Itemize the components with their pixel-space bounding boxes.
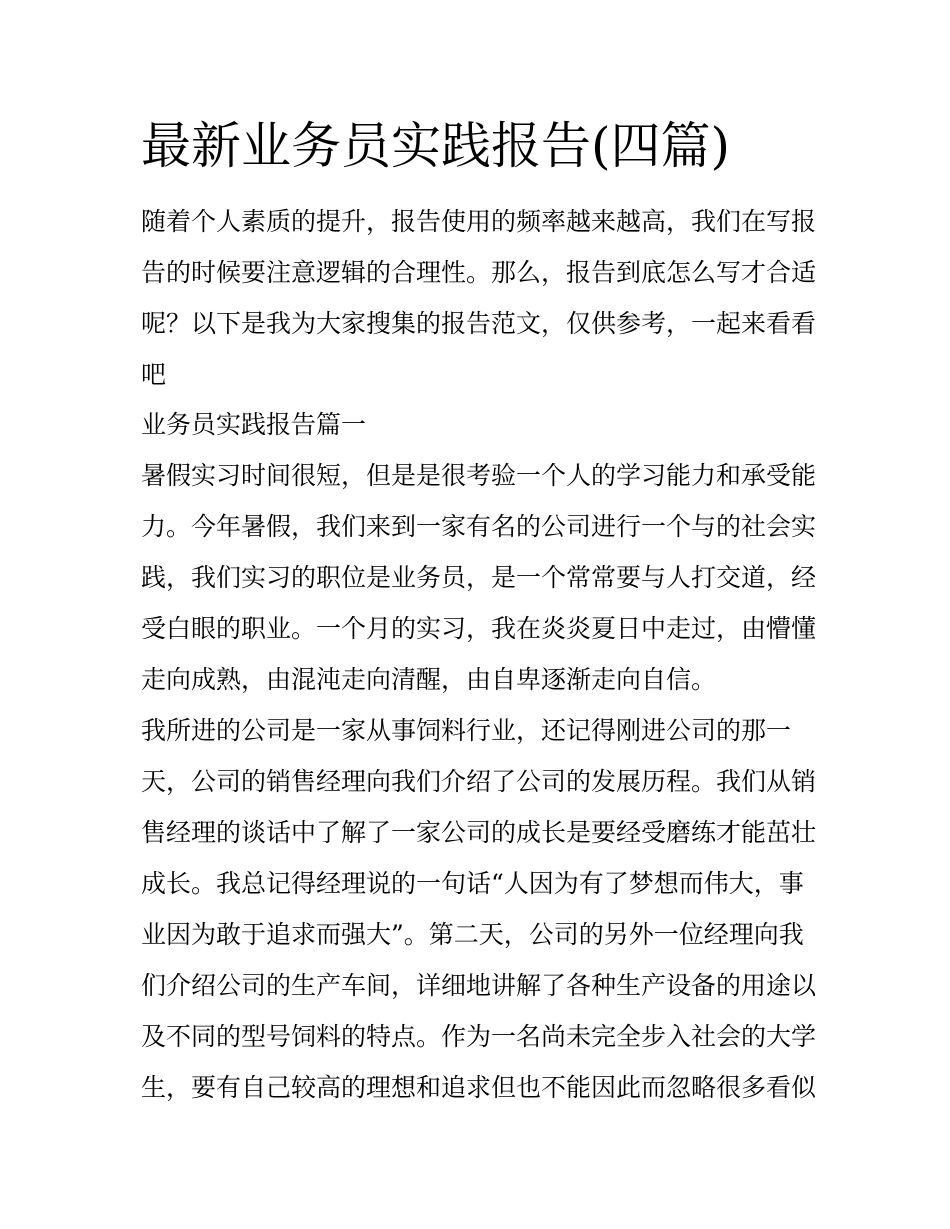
text-line-17: 及不同的型号饲料的特点。作为一名尚未完全步入社会的大学 xyxy=(141,1022,817,1051)
text-line-14: 成长。我总记得经理说的一句话“人因为有了梦想而伟大，事 xyxy=(141,869,804,898)
document-title: 最新业务员实践报告(四篇) xyxy=(141,117,731,175)
text-line-1: 随着个人素质的提升，报告使用的频率越来越高，我们在写报 xyxy=(141,207,817,236)
text-line-16: 们介绍公司的生产车间，详细地讲解了各种生产设备的用途以 xyxy=(141,971,817,1000)
text-line-18: 生，要有自己较高的理想和追求但也不能因此而忽略很多看似 xyxy=(141,1073,817,1102)
text-line-10: 走向成熟，由混沌走向清醒，由自卑逐渐走向自信。 xyxy=(141,665,717,694)
text-line-15: 业因为敢于追求而强大”。第二天，公司的另外一位经理向我 xyxy=(141,920,804,949)
text-line-4: 吧 xyxy=(141,360,167,389)
text-line-3: 呢？以下是我为大家搜集的报告范文，仅供参考，一起来看看 xyxy=(141,309,817,338)
text-line-11: 我所进的公司是一家从事饲料行业，还记得刚进公司的那一 xyxy=(141,716,792,745)
text-line-8: 践，我们实习的职位是业务员，是一个常常要与人打交道，经 xyxy=(141,563,817,592)
text-line-7: 力。今年暑假，我们来到一家有名的公司进行一个与的社会实 xyxy=(141,512,817,541)
text-line-6: 暑假实习时间很短，但是是很考验一个人的学习能力和承受能 xyxy=(141,461,817,490)
text-line-12: 天，公司的销售经理向我们介绍了公司的发展历程。我们从销 xyxy=(141,767,817,796)
text-line-9: 受白眼的职业。一个月的实习，我在炎炎夏日中走过，由懵懂 xyxy=(141,614,817,643)
section-heading: 业务员实践报告篇一 xyxy=(141,410,367,439)
text-line-13: 售经理的谈话中了解了一家公司的成长是要经受磨练才能茁壮 xyxy=(141,818,817,847)
text-line-2: 告的时候要注意逻辑的合理性。那么，报告到底怎么写才合适 xyxy=(141,258,817,287)
